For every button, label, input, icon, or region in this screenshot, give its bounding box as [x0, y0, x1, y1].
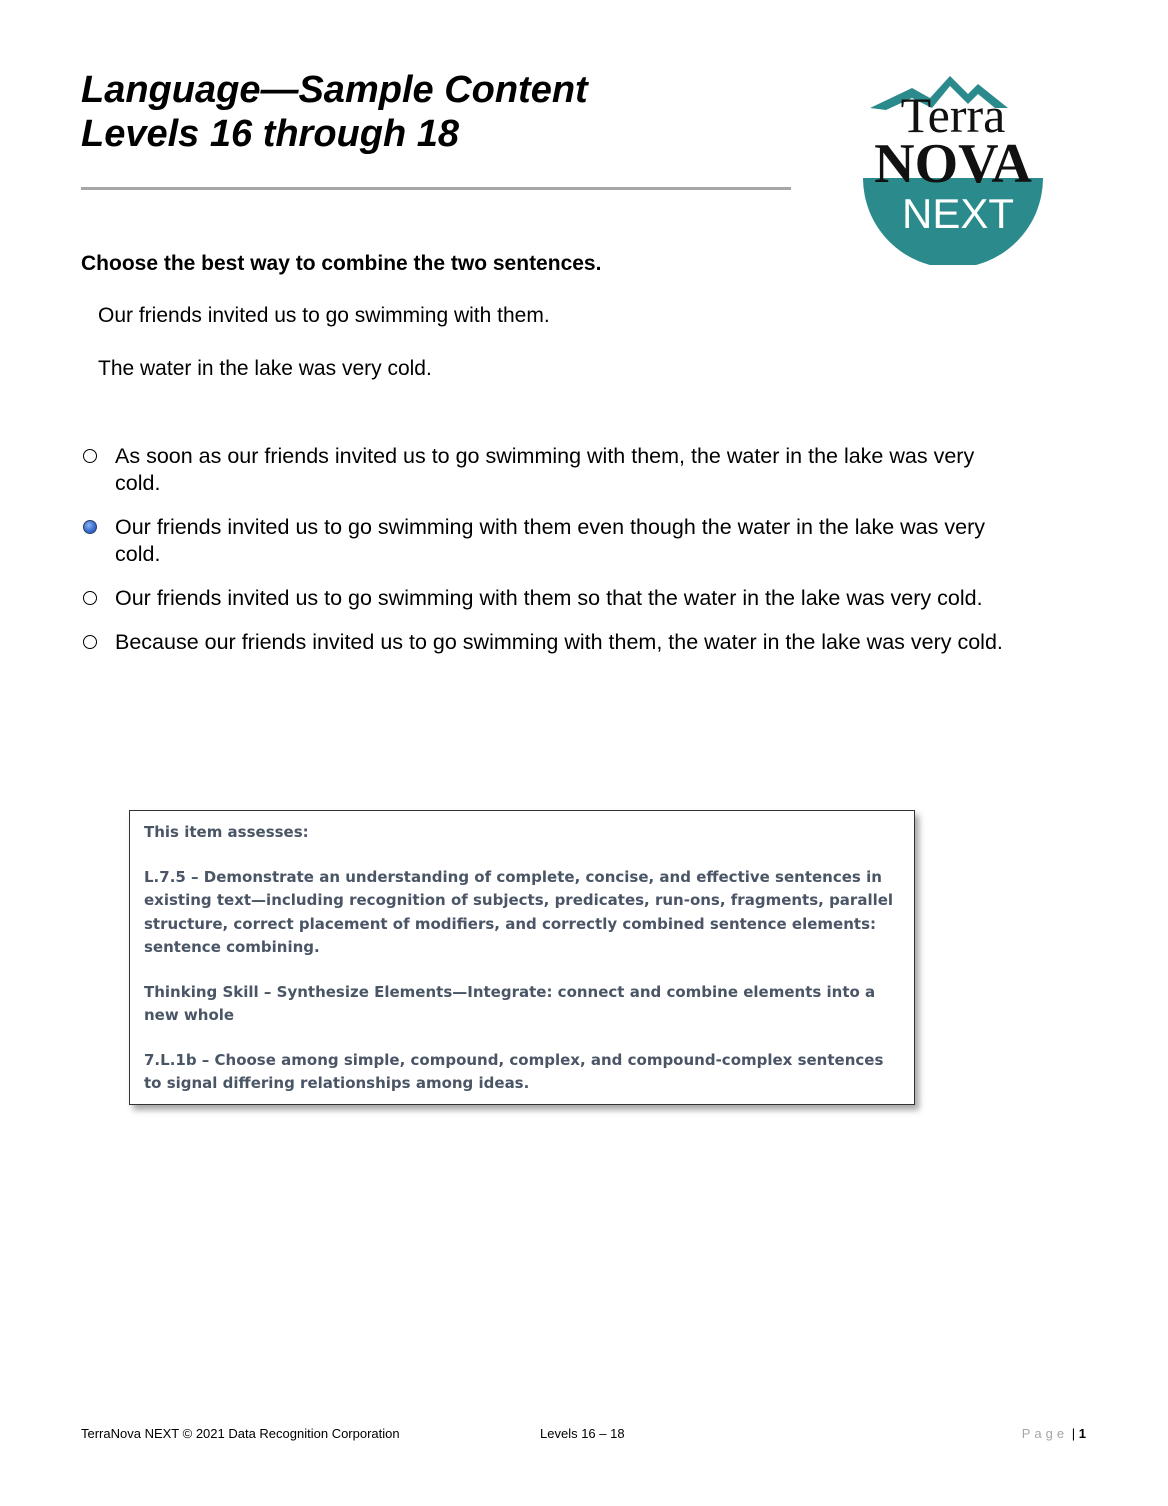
footer-levels: Levels 16 – 18 — [540, 1426, 625, 1441]
title-line-2: Levels 16 through 18 — [81, 113, 460, 155]
answer-option-text: Our friends invited us to go swimming with them so that the water in the lake was very cold. — [115, 586, 983, 610]
logo-text-terra: Terra — [900, 87, 1006, 143]
answer-option-a[interactable] — [81, 443, 1021, 497]
logo-text-nova: NOVA — [874, 133, 1032, 195]
answer-option-text: As soon as our friends invited us to go swimming with them, the water in the lake was very cold. — [115, 444, 975, 495]
answer-option-text: Because our friends invited us to go swimming with them, the water in the lake was very cold. — [115, 630, 1003, 654]
assessment-thinking-skill: Thinking Skill – Synthesize Elements—Integrate: connect and combine elements into a new whole — [144, 982, 876, 1024]
answer-option-c[interactable] — [81, 585, 1021, 612]
logo-text-next: NEXT — [901, 190, 1015, 237]
footer-copyright: TerraNova NEXT © 2021 Data Recognition Corporation — [81, 1426, 400, 1441]
page-title — [81, 68, 588, 156]
answer-option-d[interactable] — [81, 629, 1021, 656]
assessment-standard-2: 7.L.1b – Choose among simple, compound, complex, and compound-complex sentences to signal differing relationships among ideas. — [144, 1050, 884, 1092]
page-separator: | — [1071, 1426, 1076, 1441]
page-label: Page — [1021, 1426, 1069, 1441]
answer-options — [81, 443, 1021, 673]
sentence-2: The water in the lake was very cold. — [98, 357, 432, 380]
sentence-1: Our friends invited us to go swimming with them. — [98, 304, 550, 327]
question-instruction: Choose the best way to combine the two sentences. — [81, 252, 602, 275]
terranova-next-logo — [850, 70, 1050, 265]
title-line-1: Language—Sample Content — [81, 69, 588, 111]
assessment-heading: This item assesses: — [144, 823, 309, 841]
radio-button-selected[interactable] — [83, 520, 97, 534]
radio-button[interactable] — [83, 635, 97, 649]
radio-button[interactable] — [83, 449, 97, 463]
assessment-info-box — [129, 810, 915, 1105]
assessment-standard: L.7.5 – Demonstrate an understanding of complete, concise, and effective sentences in existing text—including recognition of subjects, predicates, run-ons, fragments, parallel structure, correct placement of modifiers, and correctly combined sentence elements: sentence combining. — [144, 867, 894, 956]
footer-page-number — [1022, 1426, 1086, 1441]
answer-option-b[interactable] — [81, 514, 1021, 568]
page-number: 1 — [1078, 1426, 1086, 1441]
answer-option-text: Our friends invited us to go swimming with them even though the water in the lake was very cold. — [115, 515, 985, 566]
title-divider — [81, 187, 791, 190]
radio-button[interactable] — [83, 591, 97, 605]
